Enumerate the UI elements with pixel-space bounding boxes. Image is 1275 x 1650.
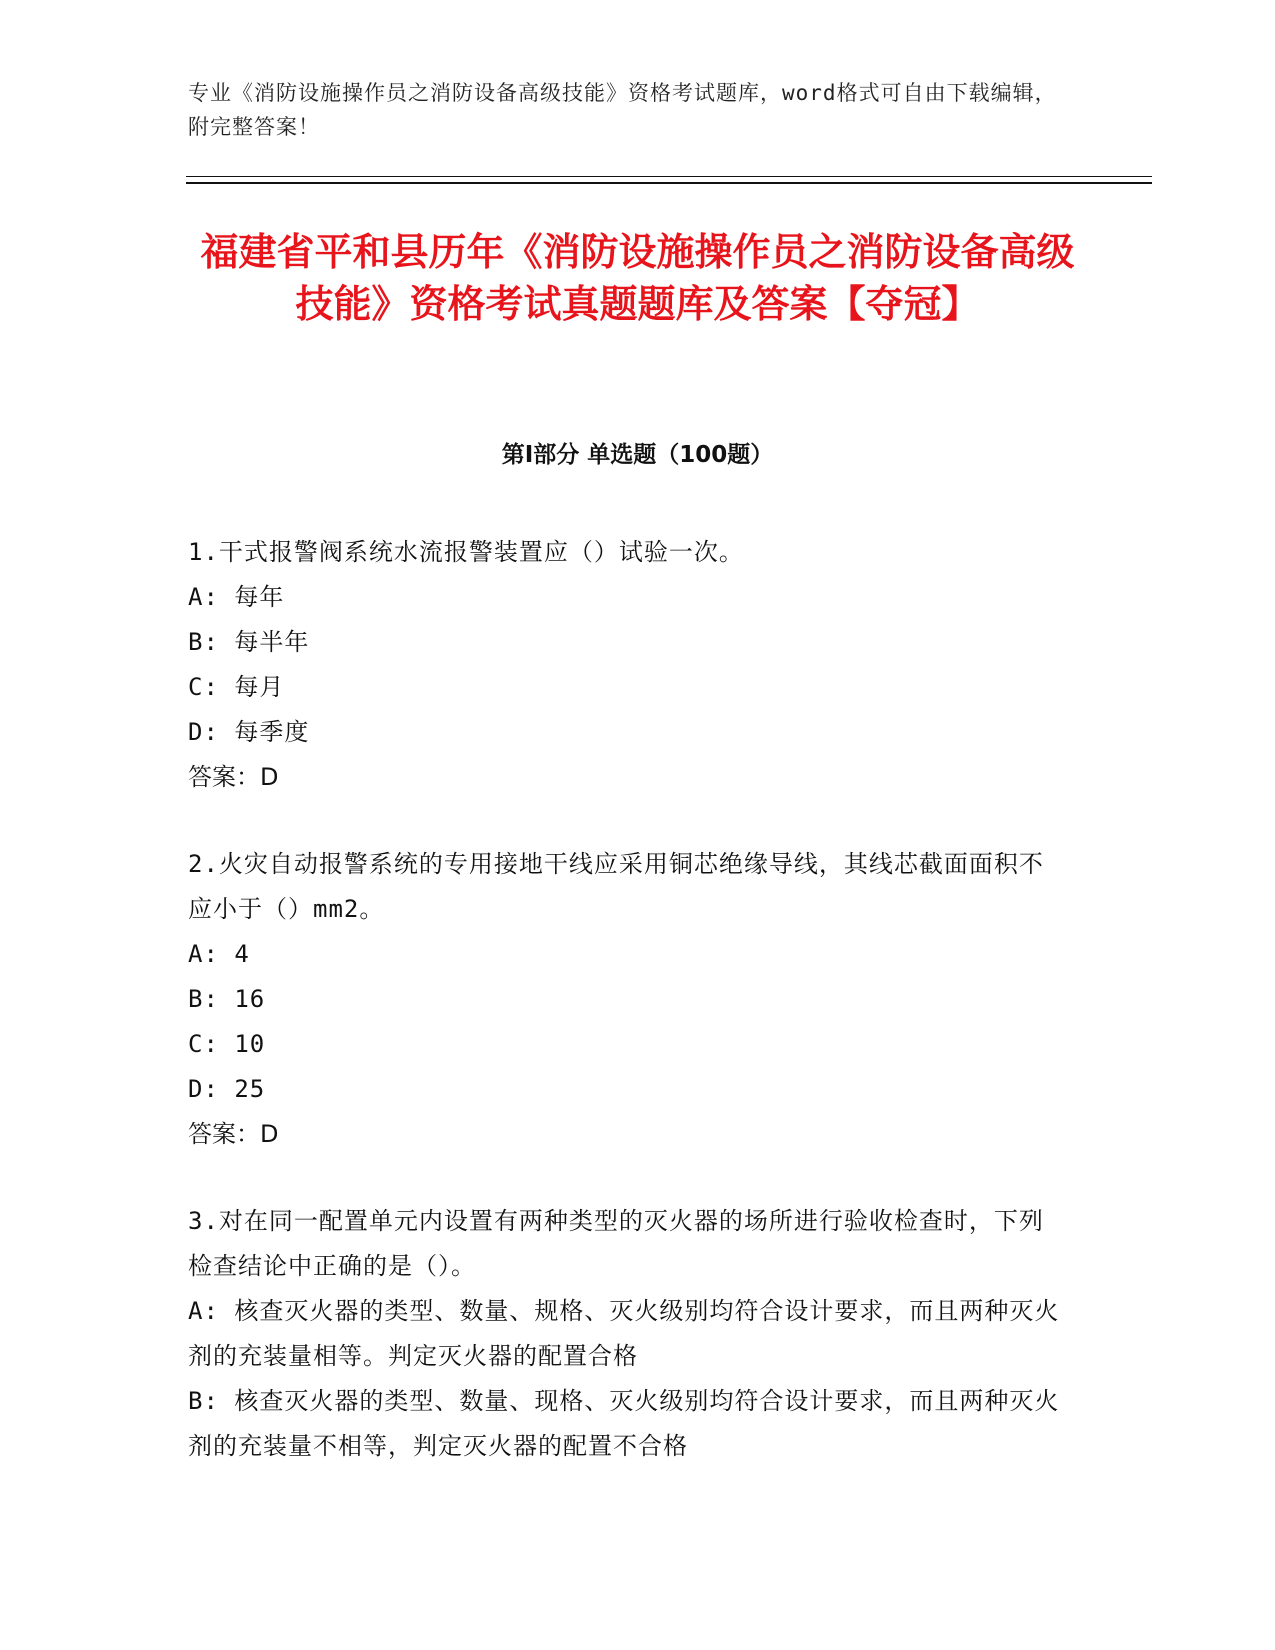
- question-stem: 3.对在同一配置单元内设置有两种类型的灭火器的场所进行验收检查时，下列检查结论中正确的是（）。: [188, 1207, 1044, 1280]
- question-item: [188, 1199, 1068, 1469]
- option-a: A: 核查灭火器的类型、数量、规格、灭火级别均符合设计要求，而且两种灭火剂的充装量相等。判定灭火器的配置合格: [188, 1297, 1060, 1370]
- section-heading: 第Ⅰ部分 单选题（100题）: [501, 442, 774, 468]
- option-b: B: 核查灭火器的类型、数量、现格、灭火级别均符合设计要求，而且两种灭火剂的充装量不相等，判定灭火器的配置不合格: [188, 1387, 1060, 1460]
- answer-line: 答案：D: [188, 763, 279, 791]
- option-c: C: 10: [188, 1030, 266, 1058]
- question-list: [188, 530, 1068, 1511]
- option-b: B: 16: [188, 985, 266, 1013]
- document-title: 福建省平和县历年《消防设施操作员之消防设备高级技能》资格考试真题题库及答案【夺冠】: [200, 230, 1075, 326]
- header-divider-bottom: [186, 182, 1152, 184]
- question-item: [188, 842, 1068, 1157]
- question-stem: 2.火灾自动报警系统的专用接地干线应采用铜芯绝缘导线，其线芯截面面积不应小于（）mm2。: [188, 850, 1044, 923]
- header-divider-top: [186, 176, 1152, 177]
- question-item: [188, 530, 1068, 800]
- option-b: B: 每半年: [188, 628, 310, 656]
- answer-line: 答案：D: [188, 1120, 279, 1148]
- option-a: A: 4: [188, 940, 250, 968]
- option-d: D: 25: [188, 1075, 266, 1103]
- header-note: 专业《消防设施操作员之消防设备高级技能》资格考试题库，word格式可自由下载编辑，附完整答案！: [188, 81, 1057, 139]
- option-a: A: 每年: [188, 583, 285, 611]
- option-c: C: 每月: [188, 673, 285, 701]
- question-stem: 1.干式报警阀系统水流报警装置应（）试验一次。: [188, 538, 744, 566]
- option-d: D: 每季度: [188, 718, 310, 746]
